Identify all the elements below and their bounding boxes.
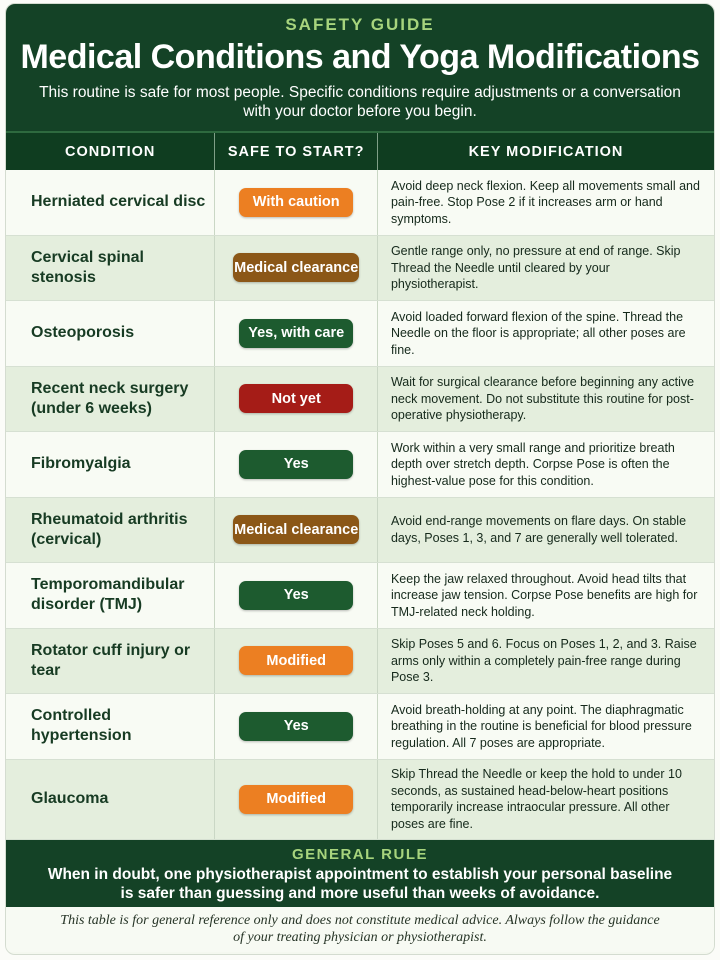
status-badge: Medical clearance bbox=[233, 253, 359, 282]
modification-cell: Work within a very small range and prioritize breath depth over stretch depth. Corpse Pose is often the highest-value pose for this condition. bbox=[390, 440, 675, 488]
status-badge: With caution bbox=[239, 188, 353, 217]
safety-guide-card bbox=[5, 3, 715, 955]
safe-cell bbox=[215, 367, 378, 432]
conditions-table bbox=[6, 131, 714, 840]
column-header-key-modification: KEY MODIFICATION bbox=[468, 143, 624, 160]
status-badge: Not yet bbox=[239, 384, 353, 413]
status-badge: Yes bbox=[239, 450, 353, 479]
disclaimer: This table is for general reference only and does not constitute medical advice. Always follow the guidance of your treating physician or physiotherapist. bbox=[6, 907, 714, 952]
modification-cell: Avoid end-range movements on flare days. On stable days, Poses 1, 3, and 7 are generally well tolerated. bbox=[390, 514, 687, 545]
condition-cell: Cervical spinal stenosis bbox=[6, 236, 215, 301]
condition-cell: Fibromyalgia bbox=[6, 432, 215, 497]
safe-cell bbox=[215, 498, 378, 563]
eyebrow: SAFETY GUIDE bbox=[285, 15, 435, 34]
status-badge: Yes, with care bbox=[239, 319, 353, 348]
condition-cell: Rheumatoid arthritis (cervical) bbox=[6, 498, 215, 563]
table-body bbox=[6, 170, 714, 840]
modification-cell: Skip Thread the Needle or keep the hold to under 10 seconds, as sustained head-below-heart positions temporarily increase intraocular pressure. All other poses are fine. bbox=[390, 767, 682, 831]
safe-cell bbox=[215, 432, 378, 497]
modification-cell: Avoid deep neck flexion. Keep all movements small and pain-free. Stop Pose 2 if it increases arm or hand symptoms. bbox=[390, 178, 700, 226]
modification-cell: Wait for surgical clearance before beginning any active neck movement. Do not substitute this routine for post-operative physiotherapy. bbox=[390, 375, 695, 422]
status-badge: Yes bbox=[239, 581, 353, 610]
status-badge: Medical clearance bbox=[233, 515, 359, 544]
condition-cell: Herniated cervical disc bbox=[6, 170, 215, 235]
condition-cell: Glaucoma bbox=[6, 760, 215, 839]
table-row bbox=[6, 170, 714, 236]
condition-cell: Controlled hypertension bbox=[6, 694, 215, 759]
modification-cell: Keep the jaw relaxed throughout. Avoid head tilts that increase jaw tension. Corpse Pose benefits are high for TMJ-related neck holding. bbox=[390, 571, 698, 619]
table-row bbox=[6, 367, 714, 433]
modification-cell: Gentle range only, no pressure at end of range. Skip Thread the Needle until cleared by your physiotherapist. bbox=[390, 244, 681, 291]
page-title: Medical Conditions and Yoga Modifications bbox=[20, 38, 700, 76]
status-badge: Yes bbox=[239, 712, 353, 741]
table-row bbox=[6, 432, 714, 498]
header bbox=[6, 4, 714, 131]
table-row bbox=[6, 301, 714, 367]
general-rule-text: When in doubt, one physiotherapist appointment to establish your personal baseline is safer than guessing and more useful than weeks of avoidance. bbox=[47, 865, 673, 902]
table-row bbox=[6, 760, 714, 840]
safe-cell bbox=[215, 629, 378, 694]
general-rule-title: GENERAL RULE bbox=[291, 845, 429, 863]
modification-cell: Avoid loaded forward flexion of the spine. Thread the Needle on the floor is appropriate; all other poses are fine. bbox=[390, 309, 686, 357]
general-rule-panel bbox=[6, 840, 714, 907]
safe-cell bbox=[215, 694, 378, 759]
status-badge: Modified bbox=[239, 646, 353, 675]
column-header-safe-to-start: SAFE TO START? bbox=[215, 133, 378, 170]
table-row bbox=[6, 629, 714, 695]
condition-cell: Osteoporosis bbox=[6, 301, 215, 366]
safe-cell bbox=[215, 563, 378, 628]
modification-cell: Skip Poses 5 and 6. Focus on Poses 1, 2, and 3. Raise arms only within a completely pain-free range during Pose 3. bbox=[390, 637, 697, 684]
table-row bbox=[6, 563, 714, 629]
table-row bbox=[6, 498, 714, 564]
safe-cell bbox=[215, 301, 378, 366]
modification-cell: Avoid breath-holding at any point. The diaphragmatic breathing in the routine is beneficial for blood pressure regulation. All 7 poses are appropriate. bbox=[390, 702, 692, 750]
condition-cell: Temporomandibular disorder (TMJ) bbox=[6, 563, 215, 628]
condition-cell: Recent neck surgery (under 6 weeks) bbox=[6, 367, 215, 432]
safe-cell bbox=[215, 236, 378, 301]
condition-cell: Rotator cuff injury or tear bbox=[6, 629, 215, 694]
table-header bbox=[6, 131, 714, 170]
status-badge: Modified bbox=[239, 785, 353, 814]
intro-text: This routine is safe for most people. Specific conditions require adjustments or a conversation with your doctor before you begin. bbox=[39, 84, 681, 120]
safe-cell bbox=[215, 760, 378, 839]
table-row bbox=[6, 236, 714, 302]
safe-cell bbox=[215, 170, 378, 235]
column-header-condition: CONDITION bbox=[6, 133, 215, 170]
table-row bbox=[6, 694, 714, 760]
